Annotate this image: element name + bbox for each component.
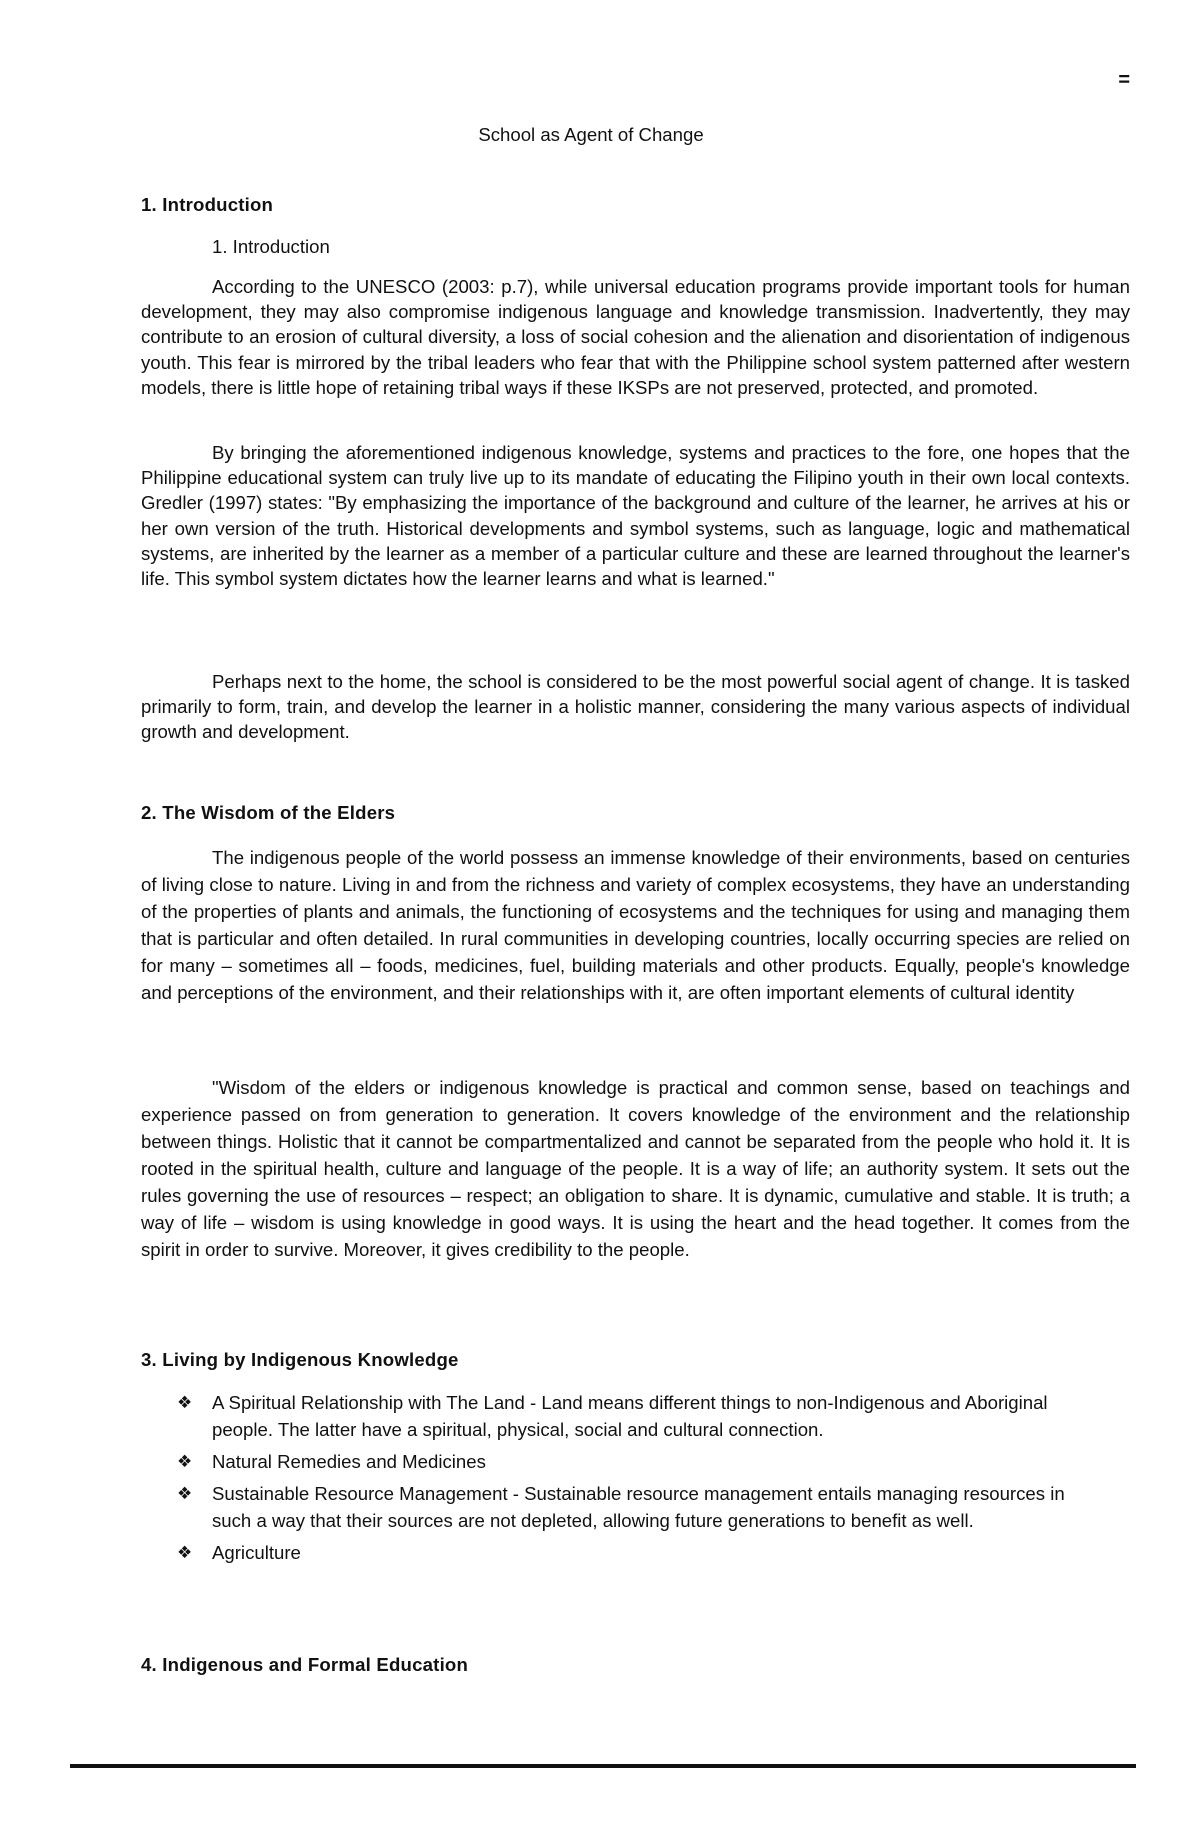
list-item-text: Sustainable Resource Management - Sustainable resource management entails managing resources in such a way that their sources are not depleted, allowing future generations to benefit as well.: [212, 1483, 1065, 1531]
section-heading-living: 3. Living by Indigenous Knowledge: [141, 1349, 459, 1370]
menu-icon[interactable]: =: [1118, 69, 1130, 91]
list-item: [177, 1539, 1077, 1566]
document-title: School as Agent of Change: [478, 124, 704, 145]
diamond-bullet-icon: ❖: [177, 1543, 193, 1562]
section-heading-formal-education: 4. Indigenous and Formal Education: [141, 1654, 469, 1675]
section-heading-introduction: 1. Introduction: [141, 194, 274, 215]
list-item: [177, 1389, 1077, 1443]
diamond-bullet-icon: ❖: [177, 1393, 193, 1412]
paragraph: "Wisdom of the elders or indigenous knowledge is practical and common sense, based on teachings and experience passed on from generation to generation. It covers knowledge of the environment and the relationship between things. Holistic that it cannot be compartmentalized and cannot be separated from the people who hold it. It is rooted in the spiritual health, culture and language of the people. It is a way of life; an authority system. It sets out the rules governing the use of resources – respect; an obligation to share. It is dynamic, cumulative and stable. It is truth; a way of life – wisdom is using knowledge in good ways. It is using the heart and the head together. It comes from the spirit in order to survive. Moreover, it gives credibility to the people.: [141, 1077, 1130, 1260]
subheading-introduction: 1. Introduction: [212, 236, 330, 257]
list-item: [177, 1448, 1077, 1475]
bullet-list: [177, 1389, 1077, 1571]
page-divider: [70, 1764, 1136, 1768]
diamond-bullet-icon: ❖: [177, 1484, 193, 1503]
paragraph: Perhaps next to the home, the school is considered to be the most powerful social agent of change. It is tasked primarily to form, train, and develop the learner in a holistic manner, considering the many various aspects of individual growth and development.: [141, 671, 1130, 743]
list-item-text: A Spiritual Relationship with The Land - Land means different things to non-Indigenous and Aboriginal people. The latter have a spiritual, physical, social and cultural connection.: [212, 1392, 1048, 1440]
paragraph: According to the UNESCO (2003: p.7), while universal education programs provide important tools for human development, they may also compromise indigenous language and knowledge transmission. Inadvertently, they may contribute to an erosion of cultural diversity, a loss of social cohesion and the alienation and disorientation of indigenous youth. This fear is mirrored by the tribal leaders who fear that with the Philippine school system patterned after western models, there is little hope of retaining tribal ways if these IKSPs are not preserved, protected, and promoted.: [141, 276, 1130, 398]
list-item-text: Natural Remedies and Medicines: [212, 1451, 486, 1472]
diamond-bullet-icon: ❖: [177, 1452, 193, 1471]
list-item-text: Agriculture: [212, 1542, 301, 1563]
paragraph: The indigenous people of the world possess an immense knowledge of their environments, based on centuries of living close to nature. Living in and from the richness and variety of complex ecosystems, they have an understanding of the properties of plants and animals, the functioning of ecosystems and the techniques for using and managing them that is particular and often detailed. In rural communities in developing countries, locally occurring species are relied on for many – sometimes all – foods, medicines, fuel, building materials and other products. Equally, people's knowledge and perceptions of the environment, and their relationships with it, are often important elements of cultural identity: [141, 847, 1130, 1003]
section-heading-wisdom: 2. The Wisdom of the Elders: [141, 802, 396, 823]
paragraph: By bringing the aforementioned indigenous knowledge, systems and practices to the fore, one hopes that the Philippine educational system can truly live up to its mandate of educating the Filipino youth in their own local contexts. Gredler (1997) states: "By emphasizing the importance of the background and culture of the learner, he arrives at his or her own version of the truth. Historical developments and symbol systems, such as language, logic and mathematical systems, are inherited by the learner as a member of a particular culture and these are learned throughout the learner's life. This symbol system dictates how the learner learns and what is learned.": [141, 442, 1130, 590]
list-item: [177, 1480, 1077, 1534]
